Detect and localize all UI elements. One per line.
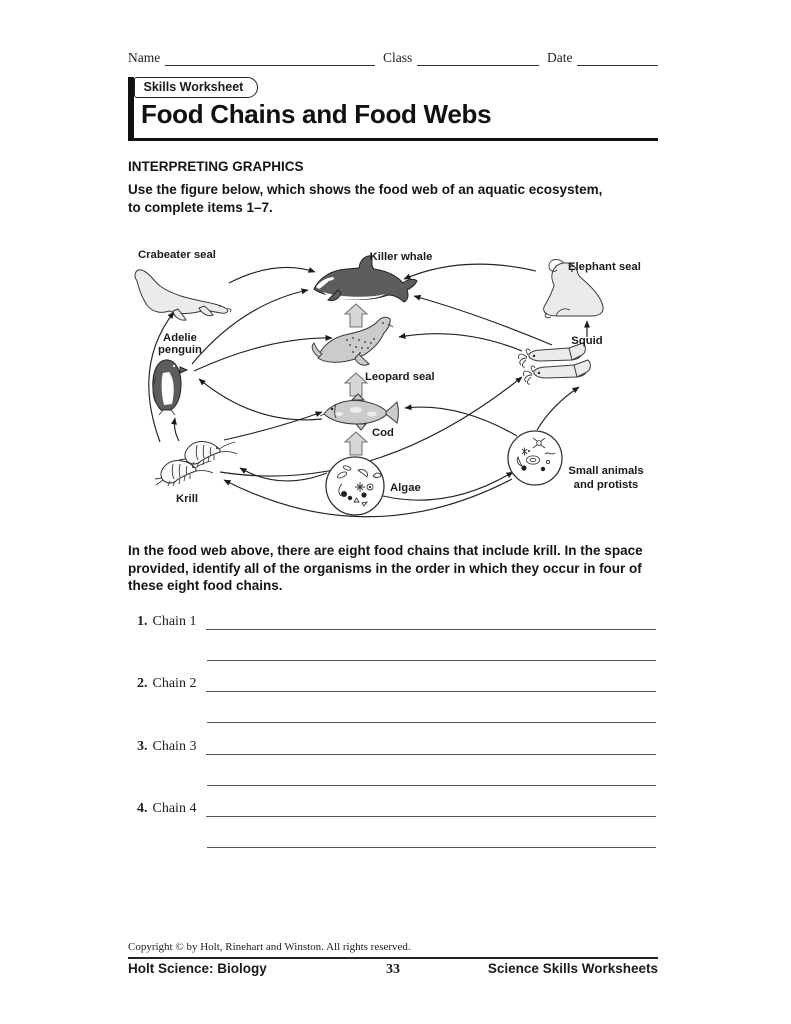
chain-1-number: 1. — [137, 614, 148, 629]
intro-text — [128, 181, 602, 217]
label-small-animals-line1: Small animals — [568, 465, 644, 477]
question-line-1: In the food web above, there are eight food chains that include krill. In the space — [128, 543, 643, 558]
label-krill: Krill — [176, 493, 198, 505]
chain-4-number: 4. — [137, 801, 148, 816]
arrow-adelie-penguin-to-killer-whale — [192, 290, 308, 364]
name-label: Name — [128, 50, 161, 65]
squid-illustration — [518, 343, 590, 384]
label-adelie-penguin-line1: Adelie — [163, 332, 197, 344]
chain-item-4 — [137, 799, 656, 848]
label-killer-whale: Killer whale — [369, 251, 433, 263]
label-squid: Squid — [571, 335, 603, 347]
question-line-2: provided, identify all of the organisms in the order in which they occur in four of — [128, 560, 642, 576]
arrow-krill-to-adelie-penguin — [175, 418, 180, 441]
chain-2-number: 2. — [137, 676, 148, 691]
name-blank[interactable] — [165, 50, 375, 66]
class-field — [383, 50, 539, 66]
copyright-text: Copyright © by Holt, Rinehart and Winston. All rights reserved. — [128, 941, 411, 953]
chain-2-answer-line-2[interactable] — [207, 692, 656, 723]
question-text — [128, 542, 662, 595]
label-adelie-penguin-line2: penguin — [158, 344, 202, 356]
crabeater-seal-illustration — [135, 270, 231, 320]
chain-2-answer-line-1[interactable] — [206, 674, 656, 692]
food-web-diagram — [128, 244, 668, 534]
arrow-squid-to-killer-whale — [414, 296, 552, 345]
title-accent-bar — [128, 77, 134, 140]
intro-line-1: Use the figure below, which shows the food web of an aquatic ecosystem, — [128, 182, 603, 197]
chain-item-3 — [137, 737, 656, 786]
question-line-3: these eight food chains. — [128, 578, 283, 593]
arrow-algae-to-cod — [345, 432, 367, 455]
label-crabeater-seal: Crabeater seal — [138, 249, 216, 261]
footer-series-title: Science Skills Worksheets — [487, 961, 658, 976]
label-algae: Algae — [390, 482, 421, 494]
name-field — [128, 50, 375, 66]
intro-line-2: to complete items 1–7. — [128, 200, 273, 215]
chain-2-label: Chain 2 — [152, 676, 197, 691]
chain-3-label: Chain 3 — [152, 739, 197, 754]
arrow-small-animals-and-protists-to-squid — [537, 387, 579, 430]
label-small-animals-line2: and protists — [573, 479, 639, 491]
label-leopard-seal: Leopard seal — [365, 371, 435, 383]
label-elephant-seal: Elephant seal — [568, 261, 641, 273]
chain-3-answer-line-1[interactable] — [206, 737, 656, 755]
footer-row — [128, 961, 658, 978]
section-heading: INTERPRETING GRAPHICS — [128, 159, 304, 174]
chain-item-1 — [137, 612, 656, 661]
footer-page-number: 33 — [386, 962, 400, 977]
arrow-cod-to-leopard-seal — [345, 373, 367, 396]
krill-illustration — [155, 442, 237, 486]
date-label: Date — [547, 50, 573, 65]
chain-1-answer-line-1[interactable] — [206, 612, 656, 630]
food-web-illustrations — [135, 256, 603, 515]
chain-item-2 — [137, 674, 656, 723]
date-field — [547, 50, 658, 66]
footer-rule — [128, 957, 658, 959]
footer-book-title: Holt Science: Biology — [128, 961, 267, 976]
chain-3-answer-line-2[interactable] — [207, 755, 656, 786]
chain-4-answer-line-1[interactable] — [206, 799, 656, 817]
chain-4-label: Chain 4 — [152, 801, 197, 816]
arrow-adelie-penguin-to-leopard-seal — [194, 338, 332, 371]
class-blank[interactable] — [417, 50, 539, 66]
adelie-penguin-illustration — [153, 360, 187, 415]
label-cod: Cod — [372, 427, 394, 439]
arrow-elephant-seal-to-killer-whale — [404, 264, 536, 279]
algae-illustration — [326, 457, 384, 515]
chain-3-number: 3. — [137, 739, 148, 754]
arrow-crabeater-seal-to-killer-whale — [229, 267, 315, 283]
skills-worksheet-badge: Skills Worksheet — [134, 77, 259, 98]
class-label: Class — [383, 50, 413, 65]
arrow-leopard-seal-to-killer-whale — [345, 304, 367, 327]
arrow-squid-to-leopard-seal — [399, 334, 522, 351]
page-title: Food Chains and Food Webs — [141, 99, 492, 129]
arrow-algae-to-krill — [240, 468, 327, 481]
chain-4-answer-line-2[interactable] — [207, 817, 656, 848]
arrow-small-animals-and-protists-to-cod — [405, 407, 517, 436]
small-animals-illustration — [508, 431, 562, 485]
date-blank[interactable] — [577, 50, 658, 66]
cod-illustration — [320, 394, 399, 430]
header-fields — [128, 50, 658, 66]
arrow-cod-to-adelie-penguin — [199, 379, 322, 420]
chain-1-answer-line-2[interactable] — [207, 630, 656, 661]
chain-1-label: Chain 1 — [152, 614, 197, 629]
title-rule — [128, 138, 658, 141]
